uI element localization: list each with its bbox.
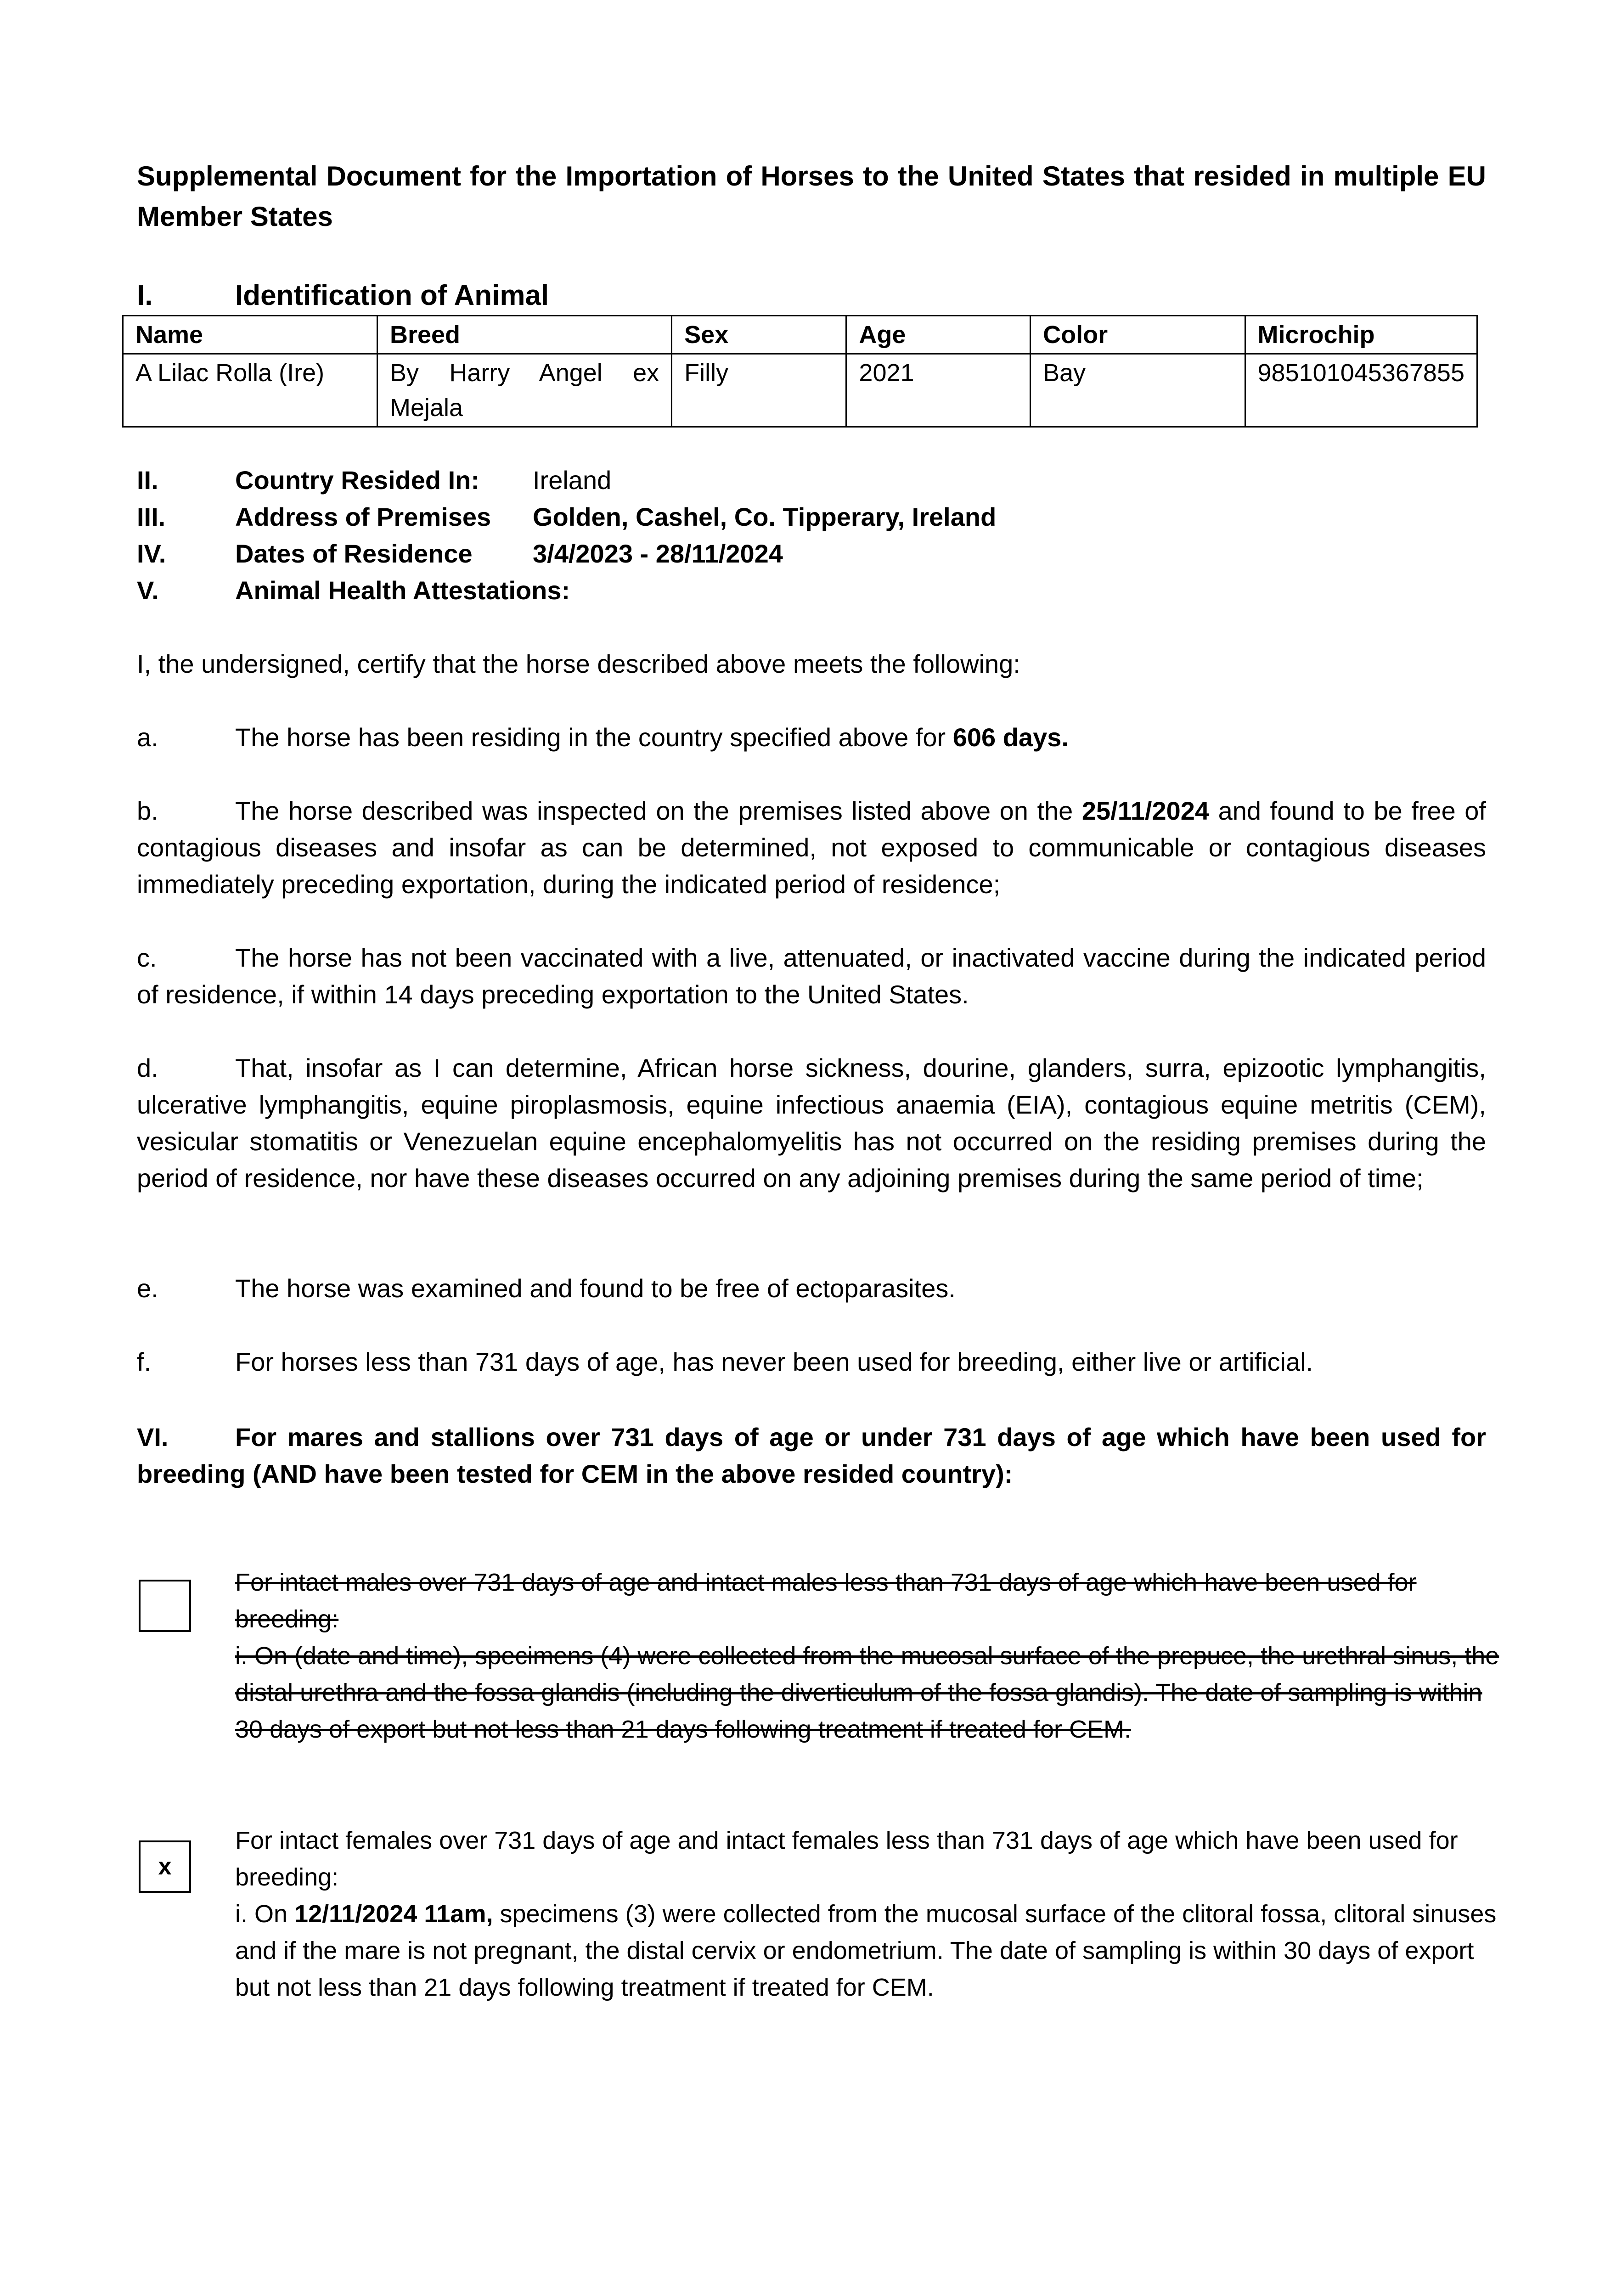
- section-ii-row: [137, 462, 1492, 499]
- attestation-a-text: The horse has been residing in the country specified above for: [235, 723, 953, 752]
- animal-identification-table: [122, 315, 1478, 428]
- females-checkbox[interactable]: x: [139, 1840, 191, 1893]
- females-option: [235, 1822, 1503, 2006]
- section-v-label: Animal Health Attestations:: [235, 576, 570, 605]
- cell-color: Bay: [1031, 354, 1245, 427]
- attestation-e-text: The horse was examined and found to be free of ectoparasites.: [235, 1274, 956, 1303]
- males-option: [235, 1564, 1503, 1748]
- header-age: Age: [846, 316, 1031, 354]
- attestation-e: [137, 1270, 1486, 1307]
- section-v-row: [137, 572, 1492, 609]
- section-iii-number: III.: [137, 502, 166, 531]
- females-detail-suffix: specimens (3) were collected from the mucosal surface of the clitoral fossa, clitoral sinuses and if the mare is not pregnant, the distal cervix or endometrium. The date of sampling is within 30 days of export but not less than 21 days following treatment if treated for CEM.: [235, 1900, 1497, 2001]
- section-i-heading: [137, 276, 549, 316]
- cell-breed: By Harry Angel ex Mejala: [377, 354, 671, 427]
- section-iii-row: [137, 499, 1492, 535]
- attestation-b-letter: b.: [137, 796, 158, 825]
- females-option-detail: [235, 1896, 1503, 2006]
- females-detail-prefix: i. On: [235, 1900, 295, 1928]
- residence-dates-value: 3/4/2023 - 28/11/2024: [533, 539, 783, 568]
- sampling-date-time: 12/11/2024 11am,: [294, 1900, 493, 1928]
- attestation-b-text-after: and found to be free of contagious diseases and insofar as can be determined, not exposed to communicable or contagious diseases immediately preceding exportation, during the indicated period of residence;: [137, 796, 1486, 899]
- country-value: Ireland: [533, 466, 612, 495]
- section-v-number: V.: [137, 576, 159, 605]
- males-checkbox[interactable]: [139, 1580, 191, 1632]
- table-header-row: [123, 316, 1477, 354]
- section-ii-number: II.: [137, 466, 158, 495]
- section-iv-label: Dates of Residence: [235, 539, 473, 568]
- cell-microchip: 985101045367855: [1245, 354, 1477, 427]
- cell-sex: Filly: [672, 354, 846, 427]
- attestation-a-letter: a.: [137, 723, 158, 752]
- cell-age: 2021: [846, 354, 1031, 427]
- section-iv-row: [137, 535, 1492, 572]
- section-iv-number: IV.: [137, 539, 166, 568]
- attestation-d-text: That, insofar as I can determine, African horse sickness, dourine, glanders, surra, epizootic lymphangitis, ulcerative lymphangitis, equine piroplasmosis, equine infectious anaemia (EIA), contagious equine metritis (CEM), vesicular stomatitis or Venezuelan equine encephalomyelitis has not occurred on the residing premises during the period of residence, nor have these diseases occurred on any adjoining premises during the same period of time;: [137, 1053, 1486, 1193]
- attestation-b-text: The horse described was inspected on the premises listed above on the: [235, 796, 1082, 825]
- attestation-f-text: For horses less than 731 days of age, has never been used for breeding, either live or artificial.: [235, 1347, 1313, 1376]
- attestation-e-letter: e.: [137, 1274, 158, 1303]
- females-option-title: For intact females over 731 days of age and intact females less than 731 days of age which have been used for breeding:: [235, 1827, 1458, 1891]
- section-i-number: I.: [137, 280, 153, 311]
- attestation-c: [137, 940, 1486, 1013]
- header-microchip: Microchip: [1245, 316, 1477, 354]
- section-iii-label: Address of Premises: [235, 502, 491, 531]
- header-color: Color: [1031, 316, 1245, 354]
- section-ii-label: Country Resided In:: [235, 466, 480, 495]
- attestation-f-letter: f.: [137, 1347, 152, 1376]
- attestation-d: [137, 1050, 1486, 1197]
- section-i-label: Identification of Animal: [235, 280, 549, 311]
- header-breed: Breed: [377, 316, 671, 354]
- certification-intro: I, the undersigned, certify that the horse described above meets the following:: [137, 649, 1020, 678]
- males-option-title: For intact males over 731 days of age and intact males less than 731 days of age which have been used for breeding:: [235, 1569, 1417, 1633]
- header-name: Name: [123, 316, 377, 354]
- inspection-date: 25/11/2024: [1081, 796, 1210, 825]
- document-title: Supplemental Document for the Importation of Horses to the United States that resided in multiple EU Member States: [137, 161, 1486, 232]
- attestation-c-letter: c.: [137, 943, 157, 972]
- males-option-detail: i. On (date and time), specimens (4) were collected from the mucosal surface of the prepuce, the urethral sinus, the distal urethra and the fossa glandis (including the diverticulum of the fossa glandis). The date of sampling is within 30 days of export but not less than 21 days following treatment if treated for CEM.: [235, 1642, 1499, 1743]
- attestation-a: [137, 719, 1486, 756]
- header-sex: Sex: [672, 316, 846, 354]
- section-vi-number: VI.: [137, 1423, 169, 1452]
- attestation-f: [137, 1344, 1486, 1380]
- premises-address-value: Golden, Cashel, Co. Tipperary, Ireland: [533, 502, 997, 531]
- table-row: [123, 354, 1477, 427]
- section-vi-label: For mares and stallions over 731 days of age or under 731 days of age which have been used for breeding (AND have been tested for CEM in the above resided country):: [137, 1423, 1486, 1488]
- cell-name: A Lilac Rolla (Ire): [123, 354, 377, 427]
- section-vi-heading: [137, 1419, 1486, 1492]
- residence-days: 606 days.: [952, 723, 1069, 752]
- attestation-c-text: The horse has not been vaccinated with a live, attenuated, or inactivated vaccine during the indicated period of residence, if within 14 days preceding exportation to the United States.: [137, 943, 1486, 1009]
- attestation-d-letter: d.: [137, 1053, 158, 1082]
- attestation-b: [137, 793, 1486, 903]
